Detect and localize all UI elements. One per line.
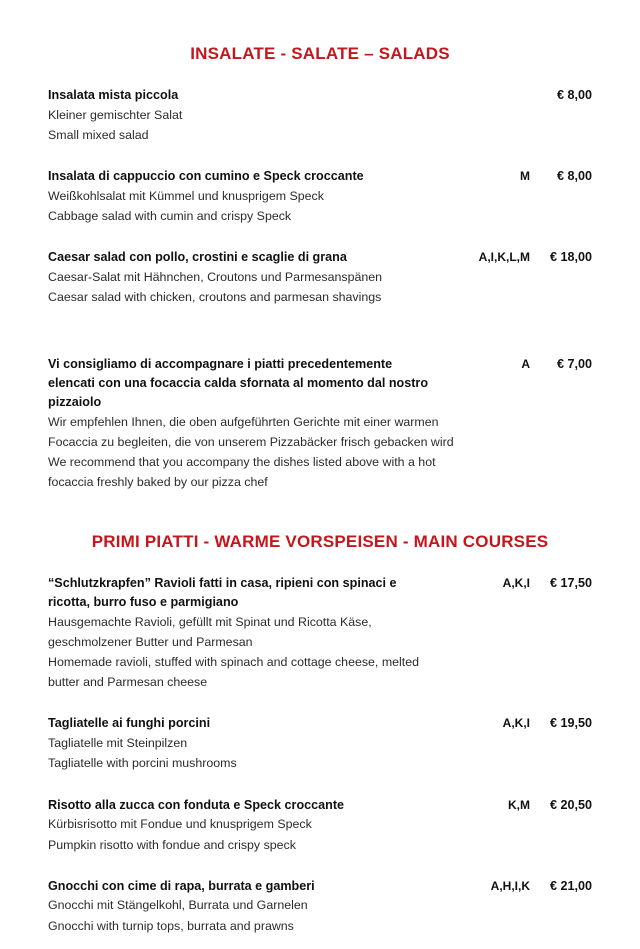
menu-item-description bbox=[48, 895, 468, 935]
menu-item-name: Risotto alla zucca con fonduta e Speck croccante bbox=[48, 797, 345, 812]
menu-item-name: Caesar salad con pollo, crostini e scaglie di grana bbox=[48, 250, 347, 265]
menu-item-header bbox=[48, 355, 592, 412]
menu-page bbox=[0, 44, 640, 949]
menu-item-description bbox=[48, 186, 468, 226]
menu-item-description bbox=[48, 733, 468, 773]
menu-item bbox=[48, 574, 592, 692]
spacer bbox=[48, 307, 592, 333]
menu-item-focaccia-note bbox=[48, 355, 592, 492]
menu-item-header bbox=[48, 167, 592, 186]
menu-item-header bbox=[48, 574, 592, 612]
section-title-salads: INSALATE - SALATE – SALADS bbox=[190, 44, 450, 63]
menu-item-allergens: A,K,I bbox=[502, 576, 530, 591]
menu-item-price: € 18,00 bbox=[549, 250, 592, 265]
menu-item-name: “Schlutzkrapfen” Ravioli fatti in casa, ripieni con spinaci e ricotta, burro fuso e parmigiano bbox=[48, 576, 397, 610]
menu-item-allergens: K,M bbox=[508, 797, 530, 812]
menu-item-price: € 7,00 bbox=[556, 357, 592, 372]
menu-item-allergens: M bbox=[520, 169, 530, 184]
menu-item-price: € 19,50 bbox=[549, 716, 592, 731]
salads-item-list bbox=[48, 86, 592, 492]
menu-item-description-de: Tagliatelle mit Steinpilzen bbox=[48, 736, 188, 751]
menu-item-description-en: Small mixed salad bbox=[48, 127, 149, 142]
menu-item-header bbox=[48, 714, 592, 733]
menu-item-price: € 21,00 bbox=[549, 878, 592, 893]
menu-item bbox=[48, 86, 592, 145]
menu-item-description bbox=[48, 267, 468, 307]
menu-item-allergens: A,K,I bbox=[502, 716, 530, 731]
menu-item-description-en-2: butter and Parmesan cheese bbox=[48, 675, 208, 690]
menu-item-description bbox=[48, 814, 468, 854]
menu-item-description-de-1: Hausgemachte Ravioli, gefüllt mit Spinat und Ricotta Käse, bbox=[48, 615, 372, 630]
menu-item-description-de-1: Wir empfehlen Ihnen, die oben aufgeführten Gerichte mit einer warmen bbox=[48, 414, 439, 429]
menu-item-name: Insalata mista piccola bbox=[48, 88, 179, 102]
menu-item-description-de: Kleiner gemischter Salat bbox=[48, 107, 183, 122]
menu-item-description-en: Tagliatelle with porcini mushrooms bbox=[48, 756, 237, 771]
menu-item-name: Gnocchi con cime di rapa, burrata e gamberi bbox=[48, 878, 315, 893]
menu-item-allergens: A,H,I,K bbox=[490, 878, 530, 893]
menu-item-name: Insalata di cappuccio con cumino e Speck croccante bbox=[48, 169, 364, 184]
menu-item-price: € 17,50 bbox=[549, 576, 592, 591]
menu-item-description bbox=[48, 412, 468, 492]
menu-item bbox=[48, 714, 592, 773]
menu-item-header bbox=[48, 877, 592, 896]
menu-item-description-de: Weißkohlsalat mit Kümmel und knusprigem Speck bbox=[48, 188, 324, 203]
menu-item-description-en-1: Homemade ravioli, stuffed with spinach and cottage cheese, melted bbox=[48, 655, 420, 670]
menu-item-description-de: Kürbisrisotto mit Fondue und knusprigem Speck bbox=[48, 817, 312, 832]
menu-item-description-en: Cabbage salad with cumin and crispy Speck bbox=[48, 209, 292, 224]
spacer bbox=[48, 492, 592, 532]
section-title-primi-piatti: PRIMI PIATTI - WARME VORSPEISEN - MAIN COURSES bbox=[91, 532, 549, 552]
menu-item-description-de-2: Focaccia zu begleiten, die von unserem Pizzabäcker frisch gebacken wird bbox=[48, 435, 454, 449]
menu-item-description-de-2: geschmolzener Butter und Parmesan bbox=[48, 635, 253, 650]
menu-item-header bbox=[48, 796, 592, 815]
menu-item-price: € 8,00 bbox=[556, 88, 592, 102]
menu-item-name: Tagliatelle ai funghi porcini bbox=[48, 716, 211, 731]
menu-item-description-en: Gnocchi with turnip tops, burrata and prawns bbox=[48, 918, 294, 933]
menu-item-price: € 8,00 bbox=[556, 169, 592, 184]
menu-item-allergens: A,I,K,L,M bbox=[478, 250, 530, 265]
menu-item-header bbox=[48, 86, 592, 105]
menu-item-description bbox=[48, 105, 468, 145]
menu-item-description-en: Pumpkin risotto with fondue and crispy speck bbox=[48, 837, 296, 852]
menu-item-name: Vi consigliamo di accompagnare i piatti precedentemente elencati con una focaccia calda sfornata al momento dal nostro pizzaiolo bbox=[48, 357, 429, 410]
menu-item-allergens: A bbox=[521, 357, 530, 372]
menu-item-description-en-2: focaccia freshly baked by our pizza chef bbox=[48, 475, 268, 490]
menu-item-price: € 20,50 bbox=[549, 797, 592, 812]
menu-item-description bbox=[48, 612, 468, 692]
menu-item bbox=[48, 796, 592, 855]
menu-item-description-en-1: We recommend that you accompany the dishes listed above with a hot bbox=[48, 455, 436, 470]
primi-item-list bbox=[48, 574, 592, 935]
menu-item bbox=[48, 877, 592, 936]
menu-item-header bbox=[48, 248, 592, 267]
menu-item-description-de: Gnocchi mit Stängelkohl, Burrata und Garnelen bbox=[48, 898, 308, 913]
menu-item-description-de: Caesar-Salat mit Hähnchen, Croutons und Parmesanspänen bbox=[48, 270, 383, 285]
menu-item bbox=[48, 248, 592, 307]
menu-item-description-en: Caesar salad with chicken, croutons and parmesan shavings bbox=[48, 290, 382, 305]
menu-item bbox=[48, 167, 592, 226]
